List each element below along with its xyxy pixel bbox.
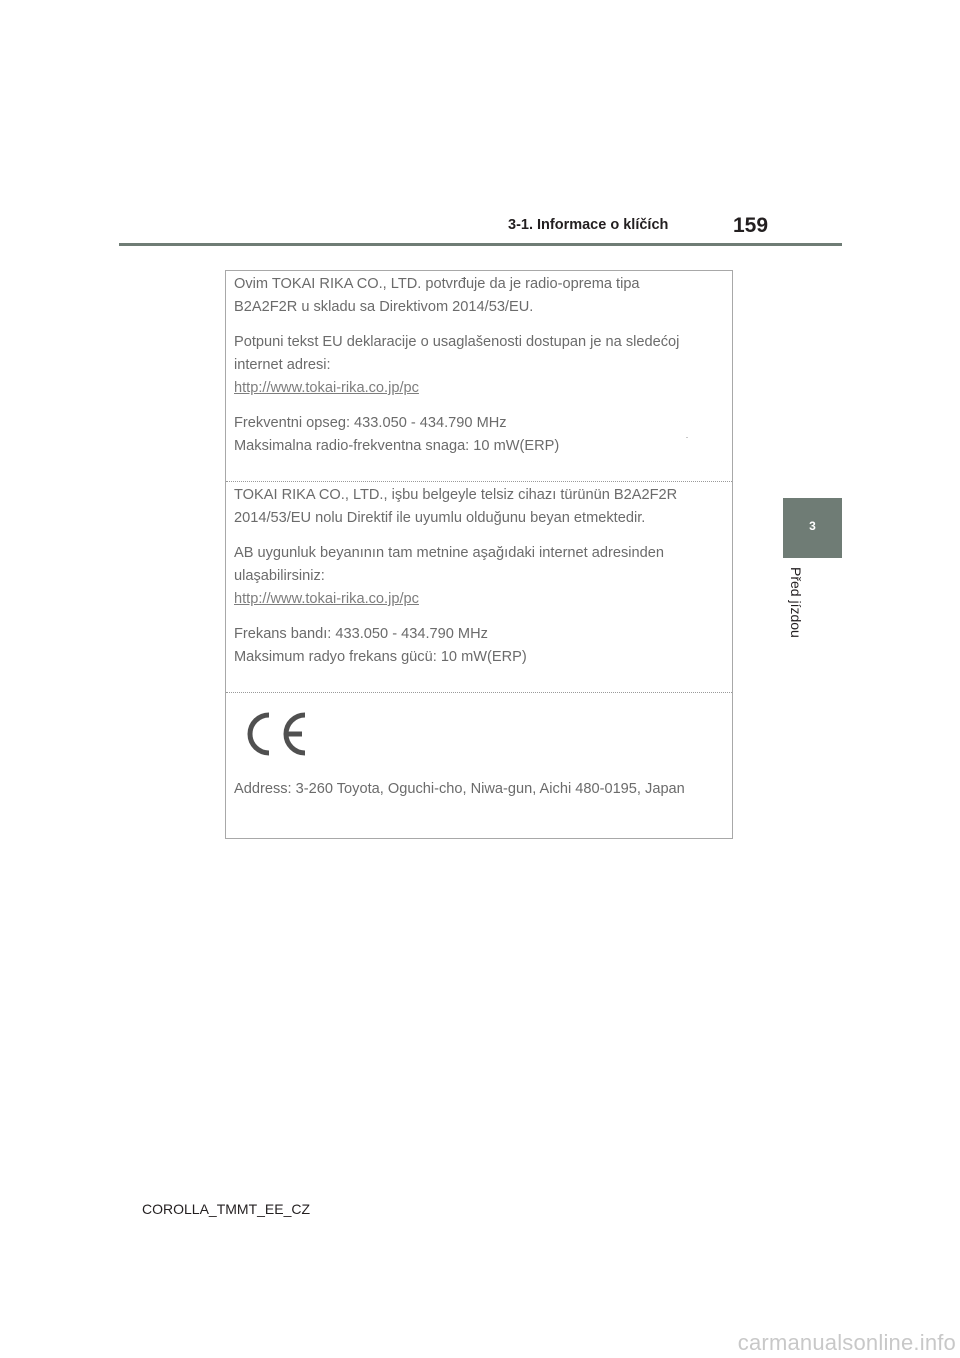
scan-artifact — [686, 437, 688, 438]
section-divider — [226, 692, 732, 693]
declaration-turkish — [226, 484, 732, 669]
declaration-box — [225, 270, 733, 839]
manufacturer-address: Address: 3-260 Toyota, Oguchi-cho, Niwa-gun, Aichi 480-0195, Japan — [234, 781, 685, 797]
max-power: Maksimalna radio-frekventna snaga: 10 mW(ERP) — [234, 438, 560, 454]
declaration-text: ulaşabilirsiniz: — [234, 568, 325, 584]
frequency-band: Frekventni opseg: 433.050 - 434.790 MHz — [234, 415, 507, 431]
section-divider — [226, 481, 732, 482]
section-title: 3-1. Informace o klíčích — [508, 217, 669, 233]
declaration-text: TOKAI RIKA CO., LTD., işbu belgeyle telsiz cihazı türünün B2A2F2R — [234, 487, 678, 503]
watermark: carmanualsonline.info — [737, 1330, 956, 1355]
declaration-text: B2A2F2R u skladu sa Direktivom 2014/53/EU. — [234, 299, 534, 315]
declaration-text: Potpuni tekst EU deklaracije o usaglašenosti dostupan je na sledećoj — [234, 334, 680, 350]
declaration-link[interactable]: http://www.tokai-rika.co.jp/pc — [234, 591, 419, 607]
chapter-tab — [783, 498, 842, 558]
header-rule — [119, 243, 842, 246]
document-code: COROLLA_TMMT_EE_CZ — [142, 1201, 311, 1217]
declaration-text: AB uygunluk beyanının tam metnine aşağıdaki internet adresinden — [234, 545, 664, 561]
declaration-link[interactable]: http://www.tokai-rika.co.jp/pc — [234, 380, 419, 396]
declaration-text: 2014/53/EU nolu Direktif ile uyumlu olduğunu beyan etmektedir. — [234, 510, 646, 526]
declaration-serbian — [226, 273, 732, 458]
page-number: 159 — [733, 214, 769, 237]
declaration-text: internet adresi: — [234, 357, 331, 373]
max-power: Maksimum radyo frekans gücü: 10 mW(ERP) — [234, 649, 527, 665]
chapter-label: Před jízdou — [788, 567, 804, 638]
declaration-text: Ovim TOKAI RIKA CO., LTD. potvrđuje da je radio-oprema tipa — [234, 276, 640, 292]
frequency-band: Frekans bandı: 433.050 - 434.790 MHz — [234, 626, 488, 642]
ce-mark-icon — [241, 709, 311, 759]
chapter-tab-number: 3 — [809, 519, 816, 533]
